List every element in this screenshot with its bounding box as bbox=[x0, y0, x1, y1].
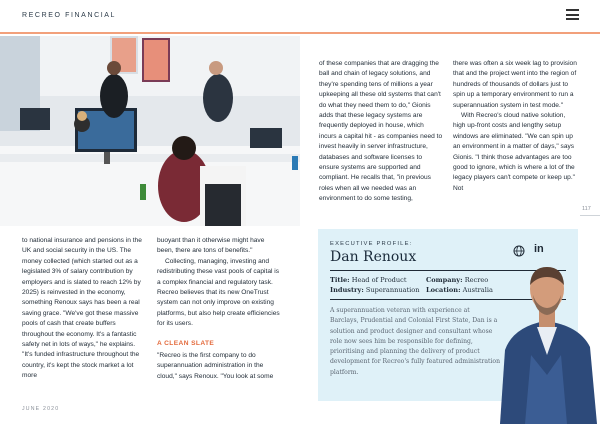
title-label: Title: bbox=[330, 276, 350, 284]
industry-value: Superannuation bbox=[365, 286, 420, 294]
article-paragraph: buoyant than it otherwise might have been, there are tons of benefits." bbox=[157, 237, 265, 255]
location-value: Australia bbox=[462, 286, 493, 294]
profile-label: EXECUTIVE PROFILE: bbox=[330, 241, 413, 247]
article-column-top-middle bbox=[319, 59, 443, 205]
brand-logo[interactable]: RECREO FINANCIAL bbox=[22, 12, 117, 19]
profile-bio: A superannuation veteran with experience at Barclays, Prudential and Colonial First State, Dan is a solution and product designer and consultant whose role now sees him be responsible for defining, prioritising and planning the delivery of product development for Recreo's fully featured administration platform. bbox=[330, 307, 501, 376]
company-value: Recreo bbox=[464, 276, 489, 284]
article-paragraph: there was often a six week lag to provision that and the project went into the region of hundreds of thousands of dollars just to spin up a temporary environment to run a superannuation system in test mode." bbox=[453, 60, 577, 109]
title-value: Head of Product bbox=[351, 276, 407, 284]
hamburger-menu-icon[interactable] bbox=[566, 9, 579, 20]
profile-location bbox=[426, 286, 493, 294]
location-label: Location: bbox=[426, 286, 461, 294]
article-paragraph: of these companies that are dragging the ball and chain of legacy solutions, and they're spending tens of millions a year upkeeping all these old systems that can't do what they need them to do," Gionis adds that these legacy systems are frequently deployed in house, which incurs a capital hit - as companies need to invest heavily in server infrastructure, databases and software licenses to ensure systems are supported and compliant. He recalls that, "in previous roles when all we needed was an environment to do some testing, bbox=[319, 60, 443, 203]
article-column-top-right bbox=[453, 59, 577, 194]
executive-portrait bbox=[495, 255, 600, 424]
industry-label: Industry: bbox=[330, 286, 364, 294]
article-paragraph: Collecting, managing, investing and redistributing these vast pools of capital is a complex financial and regulatory task. Recreo believes that its new OneTrust system can not only improve on existing platforms, but also help create efficiencies for its users. bbox=[157, 257, 280, 328]
accent-divider bbox=[0, 32, 600, 34]
page-marker-line bbox=[580, 215, 600, 216]
article-paragraph: With Recreo's cloud native solution, high up-front costs and lengthy setup windows are eliminated. "We can spin up an environment in a matter of days," says Gionis. "I think those advantages are too good to ignore, which is where a lot of the legacy players can't compete or keep up." Not bbox=[453, 112, 575, 192]
article-paragraph: "Recreo is the first company to do superannuation administration in the cloud," says Renoux. "You look at some bbox=[157, 352, 274, 380]
article-column-bottom-middle bbox=[157, 236, 281, 382]
profile-name: Dan Renoux bbox=[330, 249, 417, 265]
footer-date: JUNE 2020 bbox=[22, 406, 60, 412]
article-column-bottom-left bbox=[22, 236, 146, 382]
office-photo bbox=[0, 36, 300, 226]
page-number: 117 bbox=[582, 206, 591, 212]
profile-industry bbox=[330, 286, 420, 294]
profile-company bbox=[426, 276, 488, 284]
profile-title bbox=[330, 276, 406, 284]
company-label: Company: bbox=[426, 276, 463, 284]
article-paragraph: to national insurance and pensions in the UK and social security in the US. The money collected (which started out as a legislated 3% of salary contribution by employers and is slated to reach 12% by 2025) is reinvested in the economy, something Renoux says has been a real saving grace. "We've got these massive pools of cash that create buffers throughout the economy. It's a fantastic safety net in lots of ways," he explains. "It's funded infrastructure throughout the country, it's kept the stock market a lot more bbox=[22, 237, 142, 380]
section-subheading: A CLEAN SLATE bbox=[157, 339, 215, 347]
header bbox=[0, 0, 600, 32]
linkedin-icon[interactable]: in bbox=[534, 243, 544, 255]
